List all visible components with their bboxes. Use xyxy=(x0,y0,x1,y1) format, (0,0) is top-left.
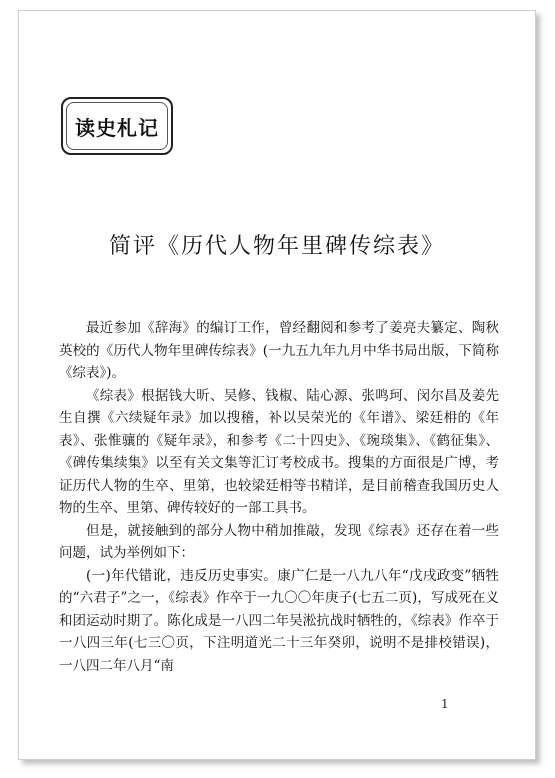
paragraph: 《综表》根据钱大昕、吴修、钱椒、陆心源、张鸣珂、闵尔昌及姜先生自撰《六续疑年录》加以搜稽，补以吴荣光的《年谱》、梁廷枏的《年表》、张惟骧的《疑年录》，和参考《二十四史》、《琬琰集》、《鹤征集》、《碑传集续集》以至有关文集等汇订考校成书。搜集的方面很是广博，考证历代人物的生卒、里第，也较梁廷枏等书精详，是目前稽查我国历史人物的生卒、里第、碑传较好的一部工具书。 xyxy=(59,387,499,516)
article-title: 简评《历代人物年里碑传综表》 xyxy=(108,234,445,259)
book-page xyxy=(18,10,536,760)
article-body xyxy=(59,317,499,677)
paragraph: 但是，就接触到的部分人物中稍加推敲，发现《综表》还存在着一些问题，试为举例如下： xyxy=(59,522,499,561)
page-number: 1 xyxy=(441,697,449,711)
section-label-box xyxy=(61,97,173,155)
section-label-text: 读史札记 xyxy=(75,115,159,140)
paragraph: 最近参加《辞海》的编订工作，曾经翻阅和参考了姜亮夫纂定、陶秋英校的《历代人物年里碑传综表》(一九五九年九月中华书局出版，下简称《综表》)。 xyxy=(59,320,499,381)
paragraph: (一)年代错讹，违反历史事实。康广仁是一八九八年“戊戌政变”牺牲的“六君子”之一，《综表》作卒于一九〇〇年庚子(七五二页)，写成死在义和团运动时期了。陈化成是一八四二年吴淞抗战时牺牲的，《综表》作卒于一八四三年(七三〇页，下注明道光二十三年癸卯，说明不是排校错误)，一八四二年八月“南 xyxy=(59,567,499,674)
